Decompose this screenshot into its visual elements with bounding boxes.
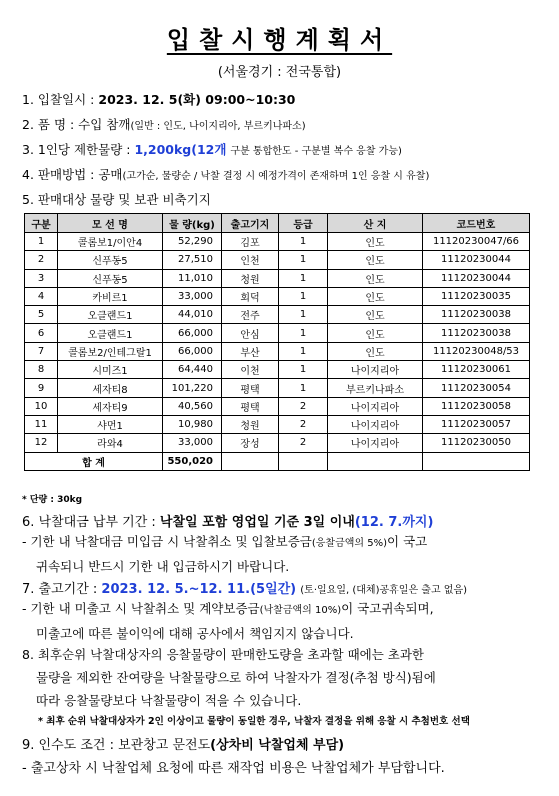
payment-period-line: 6. 낙찰대금 납부 기간 : 낙찰일 포함 영업일 기준 3일 이내(12. 7.까지) [22,515,434,530]
page-subtitle: (서울경기 : 전국통합) [217,65,342,80]
table-cell: 1 [279,251,328,269]
col-header: 코드번호 [423,214,530,233]
table-cell: 11120230038 [423,324,530,342]
table-row [25,269,530,287]
table-cell: 7 [25,342,58,360]
table-row [25,251,530,269]
release-period-line: 7. 출고기간 : 2023. 12. 5.~12. 11.(5일간) (토·일요일, (대체)공휴일은 출고 없음) [22,582,468,597]
table-row [25,324,530,342]
table-cell: 라와4 [58,434,163,452]
table-cell: 11120230035 [423,287,530,305]
table-row [25,306,530,324]
table-cell: 1 [279,361,328,379]
table-cell: 11 [25,415,58,433]
table-cell: 27,510 [163,251,222,269]
table-cell: 신푸동5 [58,269,163,287]
table-row [25,287,530,305]
table-cell: 2 [25,251,58,269]
table-cell: 2 [279,397,328,415]
table-cell: 1 [279,342,328,360]
table-cell: 인도 [328,342,423,360]
empty-cell [222,452,279,470]
table-cell: 101,220 [163,379,222,397]
winner-decision-paragraph: 8. 최후순위 낙찰대상자의 응찰물량이 판매한도량을 초과할 때에는 초과한 물량을 제외한 잔여량을 낙찰물량으로 하여 낙찰자가 결정(추첨 방식)됨에 따라 응찰물량보다 낙찰물량이 적을 수 있습니다. [22,647,436,708]
table-cell: 11120230044 [423,251,530,269]
table-cell: 나이지리아 [328,397,423,415]
table-cell: 6 [25,324,58,342]
table-row [25,342,530,360]
table-cell: 이천 [222,361,279,379]
empty-cell [423,452,530,470]
table-row [25,434,530,452]
table-cell: 신푸동5 [58,251,163,269]
release-detail: - 기한 내 미출고 시 낙찰취소 및 계약보증금(낙찰금액의 10%)이 국고귀속되며, 미출고에 따른 불이익에 대해 공사에서 책임지지 않습니다. [22,601,434,641]
table-cell: 2 [279,434,328,452]
bid-date-line: 1. 입찰일시 : 2023. 12. 5(화) 09:00~10:30 [22,92,296,107]
table-cell: 11120230044 [423,269,530,287]
table-cell: 66,000 [163,324,222,342]
product-line: 2. 품 명 : 수입 참깨(일반 : 인도, 나이지리아, 부르키나파소) [22,117,306,132]
table-cell: 4 [25,287,58,305]
total-value: 550,020 [163,452,222,470]
empty-cell [328,452,423,470]
table-cell: 평택 [222,397,279,415]
table-cell: 세자티9 [58,397,163,415]
table-row [25,415,530,433]
table-header-row [25,214,530,233]
table-cell: 오클랜드1 [58,324,163,342]
table-cell: 52,290 [163,233,222,251]
delivery-detail: - 출고상차 시 낙찰업체 요청에 따른 재작업 비용은 낙찰업체가 부담합니다. [22,761,445,776]
stock-heading: 5. 판매대상 물량 및 보관 비축기지 [22,192,211,207]
table-cell: 나이지리아 [328,415,423,433]
table-cell: 3 [25,269,58,287]
table-cell: 11120230038 [423,306,530,324]
table-cell: 카비르1 [58,287,163,305]
table-cell: 부르키나파소 [328,379,423,397]
table-cell: 인도 [328,306,423,324]
table-cell: 40,560 [163,397,222,415]
table-cell: 인도 [328,324,423,342]
unit-note: * 단량 : 30kg [22,495,83,505]
table-cell: 64,440 [163,361,222,379]
table-cell: 김포 [222,233,279,251]
total-label: 합 계 [25,452,163,470]
payment-detail: - 기한 내 낙찰대금 미입금 시 낙찰취소 및 입찰보증금(응찰금액의 5%)이 국고 귀속되니 반드시 기한 내 입금하시기 바랍니다. [22,534,428,574]
table-cell: 콜롬보2/인테그랄1 [58,342,163,360]
page-title: 입찰시행계획서 [166,25,393,54]
table-cell: 콜롬보1/이안4 [58,233,163,251]
col-header: 등급 [279,214,328,233]
table-cell: 5 [25,306,58,324]
table-cell: 1 [25,233,58,251]
table-cell: 66,000 [163,342,222,360]
table-cell: 세자티8 [58,379,163,397]
stock-table [24,213,530,471]
table-cell: 33,000 [163,434,222,452]
table-cell: 11120230057 [423,415,530,433]
table-cell: 장성 [222,434,279,452]
table-row [25,379,530,397]
table-cell: 8 [25,361,58,379]
table-row [25,397,530,415]
table-row [25,233,530,251]
table-cell: 1 [279,306,328,324]
table-cell: 11,010 [163,269,222,287]
table-cell: 인도 [328,287,423,305]
table-body [25,233,530,471]
table-cell: 인도 [328,251,423,269]
col-header: 출고기지 [222,214,279,233]
table-cell: 11120230061 [423,361,530,379]
table-cell: 1 [279,287,328,305]
table-cell: 11120230048/53 [423,342,530,360]
table-cell: 10 [25,397,58,415]
table-cell: 전주 [222,306,279,324]
table-cell: 44,010 [163,306,222,324]
table-cell: 9 [25,379,58,397]
table-cell: 평택 [222,379,279,397]
table-cell: 10,980 [163,415,222,433]
lottery-note: * 최후 순위 낙찰대상자가 2인 이상이고 물량이 동일한 경우, 낙찰자 결정을 위해 응찰 시 추첨번호 선택 [38,716,470,727]
limit-line: 3. 1인당 제한물량 : 1,200kg(12개 구분 통합한도 - 구분별 복수 응찰 가능) [22,142,402,157]
table-cell: 1 [279,379,328,397]
table-cell: 11120230054 [423,379,530,397]
table-cell: 나이지리아 [328,434,423,452]
table-cell: 시미즈1 [58,361,163,379]
col-header: 모 선 명 [58,214,163,233]
table-cell: 샤먼1 [58,415,163,433]
empty-cell [279,452,328,470]
table-cell: 안심 [222,324,279,342]
table-cell: 회덕 [222,287,279,305]
table-cell: 오클랜드1 [58,306,163,324]
table-cell: 인천 [222,251,279,269]
table-cell: 1 [279,324,328,342]
table-total-row [25,452,530,470]
table-row [25,361,530,379]
table-cell: 2 [279,415,328,433]
table-cell: 청원 [222,269,279,287]
table-cell: 인도 [328,233,423,251]
table-cell: 1 [279,233,328,251]
table-cell: 나이지리아 [328,361,423,379]
table-cell: 11120230047/66 [423,233,530,251]
col-header: 산 지 [328,214,423,233]
table-cell: 청원 [222,415,279,433]
table-cell: 12 [25,434,58,452]
sale-method-line: 4. 판매방법 : 공매(고가순, 물량순 / 낙찰 결정 시 예정가격이 존재하며 1인 응찰 시 유찰) [22,167,430,182]
col-header: 물 량(kg) [163,214,222,233]
col-header: 구분 [25,214,58,233]
table-cell: 11120230058 [423,397,530,415]
table-cell: 11120230050 [423,434,530,452]
delivery-terms-line: 9. 인수도 조건 : 보관창고 문전도(상차비 낙찰업체 부담) [22,738,345,753]
table-cell: 부산 [222,342,279,360]
table-cell: 1 [279,269,328,287]
table-cell: 인도 [328,269,423,287]
table-cell: 33,000 [163,287,222,305]
